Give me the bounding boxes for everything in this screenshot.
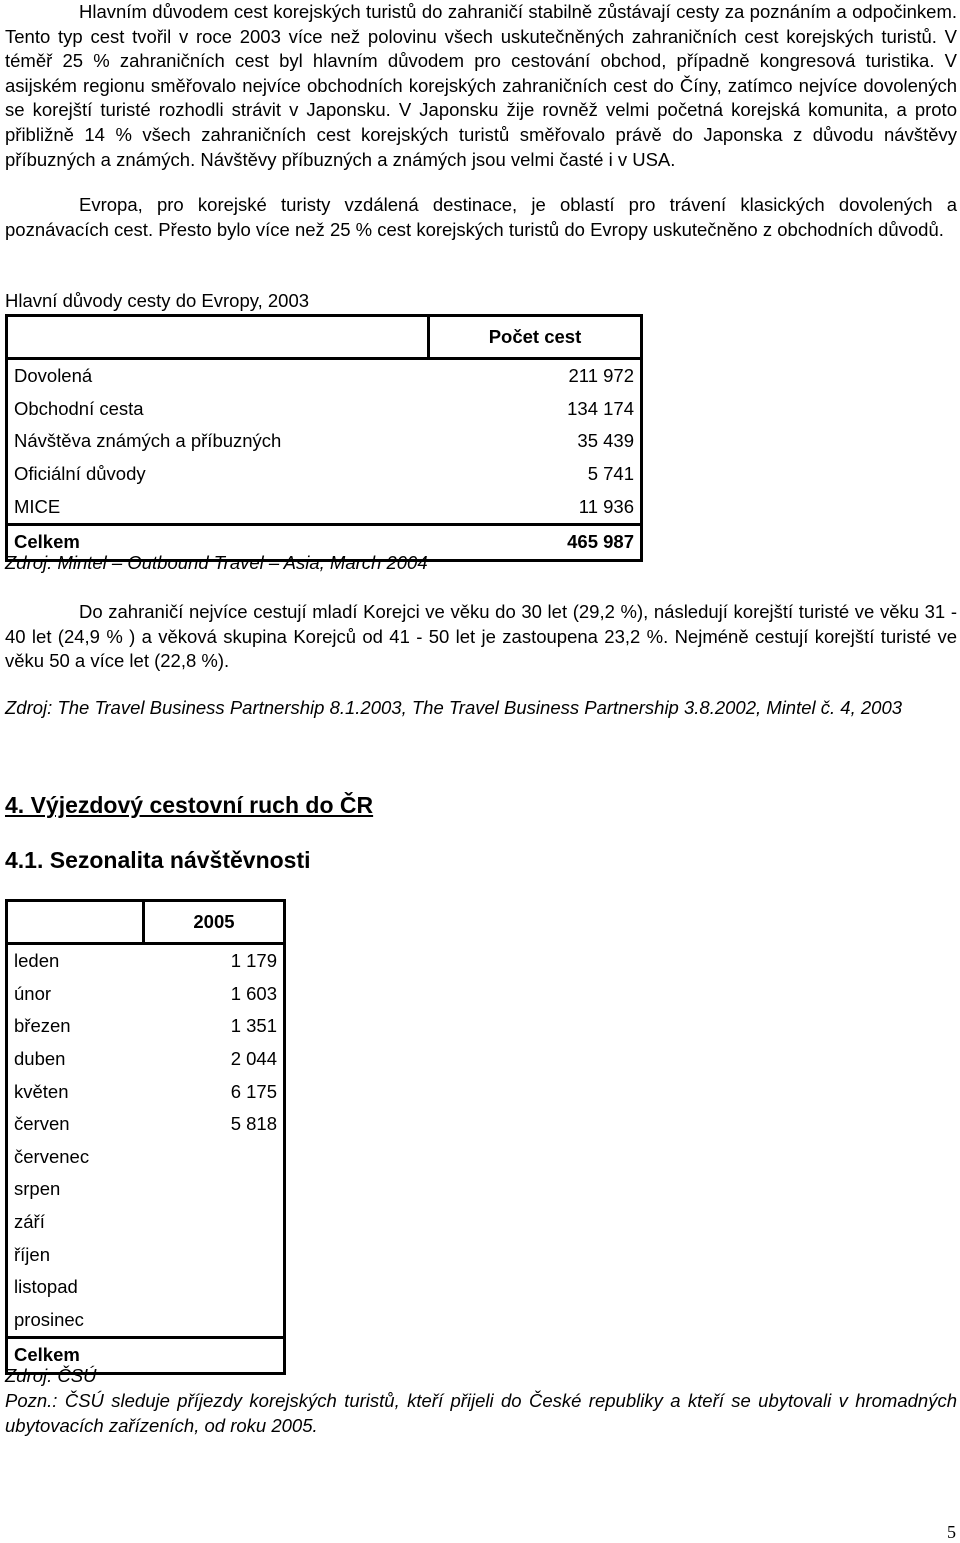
month-value (143, 1141, 284, 1174)
page-number: 5 (947, 1522, 956, 1542)
row-value: 134 174 (567, 397, 634, 419)
row-label: Návštěva známých a příbuzných (14, 430, 282, 452)
section-heading-4-1: 4.1. Sezonalita návštěvnosti (5, 847, 311, 873)
month-value (143, 1206, 284, 1239)
table-header-year: 2005 (143, 901, 284, 944)
month-label: září (14, 1211, 45, 1233)
table-row (7, 425, 642, 458)
month-label: červenec (14, 1145, 90, 1167)
month-label: prosinec (14, 1308, 84, 1330)
month-value (143, 1271, 284, 1304)
paragraph-europe-destination: Evropa, pro korejské turisty vzdálená destinace, je oblastí pro trávení klasických dovolených a poznávacích cest. Přesto bylo více než 25 % cest korejských turistů do Evropy uskutečněno z obchodních důvodů. (5, 194, 957, 240)
month-value (143, 1238, 284, 1271)
seasonality-table (5, 899, 286, 1375)
table-row (7, 978, 285, 1011)
table-header-row (7, 316, 642, 359)
month-value: 5 818 (230, 1113, 277, 1135)
month-label: duben (14, 1048, 66, 1070)
total-label: Celkem (7, 1338, 144, 1374)
table-header-row (7, 901, 285, 944)
table-row (7, 1238, 285, 1271)
table1-source: Zdroj: Mintel – Outbound Travel – Asia, March 2004 (5, 552, 428, 573)
table1-caption: Hlavní důvody cesty do Evropy, 2003 (5, 290, 310, 311)
month-label: březen (14, 1015, 71, 1037)
month-label: srpen (14, 1178, 61, 1200)
row-value: 35 439 (577, 430, 634, 452)
total-value (143, 1338, 284, 1374)
section-heading-4: 4. Výjezdový cestovní ruch do ČR (5, 792, 374, 818)
paragraph-sources: Zdroj: The Travel Business Partnership 8.1.2003, The Travel Business Partnership 3.8.2002, Mintel č. 4, 2003 (5, 697, 903, 718)
table-row (7, 1173, 285, 1206)
month-label: říjen (14, 1243, 50, 1265)
month-value: 1 179 (230, 950, 277, 972)
table-row (7, 359, 642, 393)
table-row (7, 944, 285, 978)
month-value: 2 044 (230, 1048, 277, 1070)
table-row (7, 458, 642, 491)
table-row (7, 393, 642, 426)
table-header-trips: Počet cest (428, 316, 641, 359)
row-label: Dovolená (14, 365, 93, 387)
table-row (7, 1304, 285, 1338)
row-label: Oficiální důvody (14, 463, 146, 485)
paragraph-age-groups: Do zahraničí nejvíce cestují mladí Korejci ve věku do 30 let (29,2 %), následují korejští turisté ve věku 31 - 40 let (24,9 % ) a věková skupina Korejců od 41 - 50 let je zastoupena 23,2 %. Nejméně cestují korejští turisté ve věku 50 a více let (22,8 %). (5, 601, 957, 672)
table-row (7, 1271, 285, 1304)
row-value: 211 972 (568, 365, 634, 387)
month-label: únor (14, 982, 52, 1004)
table2-note: Pozn.: ČSÚ sleduje příjezdy korejských turistů, kteří přijeli do České republiky a kteří se ubytovali v hromadných ubytovacích zařízeních, od roku 2005. (5, 1390, 957, 1436)
travel-reasons-table (5, 314, 643, 562)
table-row (7, 1010, 285, 1043)
total-label: Celkem (7, 524, 429, 560)
month-label: listopad (14, 1276, 78, 1298)
month-value: 1 351 (230, 1015, 277, 1037)
table-row (7, 1043, 285, 1076)
row-value: 11 936 (578, 495, 634, 517)
table-row (7, 1141, 285, 1174)
table-row (7, 1075, 285, 1108)
month-value (143, 1173, 284, 1206)
row-label: Obchodní cesta (14, 397, 144, 419)
table2-source: Zdroj: ČSÚ (5, 1365, 97, 1386)
month-label: květen (14, 1080, 69, 1102)
month-label: leden (14, 950, 60, 972)
month-value: 1 603 (230, 982, 277, 1004)
month-value (143, 1304, 284, 1338)
total-value: 465 987 (428, 524, 641, 560)
paragraph-korean-travel-reasons: Hlavním důvodem cest korejských turistů do zahraničí stabilně zůstávají cesty za poznáním a odpočinkem. Tento typ cest tvořil v roce 2003 více než polovinu všech uskutečněných zahraničních cest korejských turistů. V téměř 25 % zahraničních cest byl hlavním důvodem pro cestování obchod, případně kongresová turistika. V asijském regionu směřovalo nejvíce obchodních korejských zahraničních cest do Číny, zatímco nejvíce dovolených se korejští turisté rozhodli strávit v Japonsku. V Japonsku žije rovněž velmi početná korejská komunita, a proto přibližně 14 % všech zahraničních cest korejských turistů směřovalo právě do Japonska z důvodu návštěvy příbuzných a známých. Návštěvy příbuzných a známých jsou velmi časté i v USA. (5, 1, 957, 170)
table-row (7, 490, 642, 524)
table-row (7, 1108, 285, 1141)
row-label: MICE (14, 495, 61, 517)
row-value: 5 741 (587, 463, 634, 485)
month-label: červen (14, 1113, 70, 1135)
table-row (7, 1206, 285, 1239)
month-value: 6 175 (230, 1080, 277, 1102)
